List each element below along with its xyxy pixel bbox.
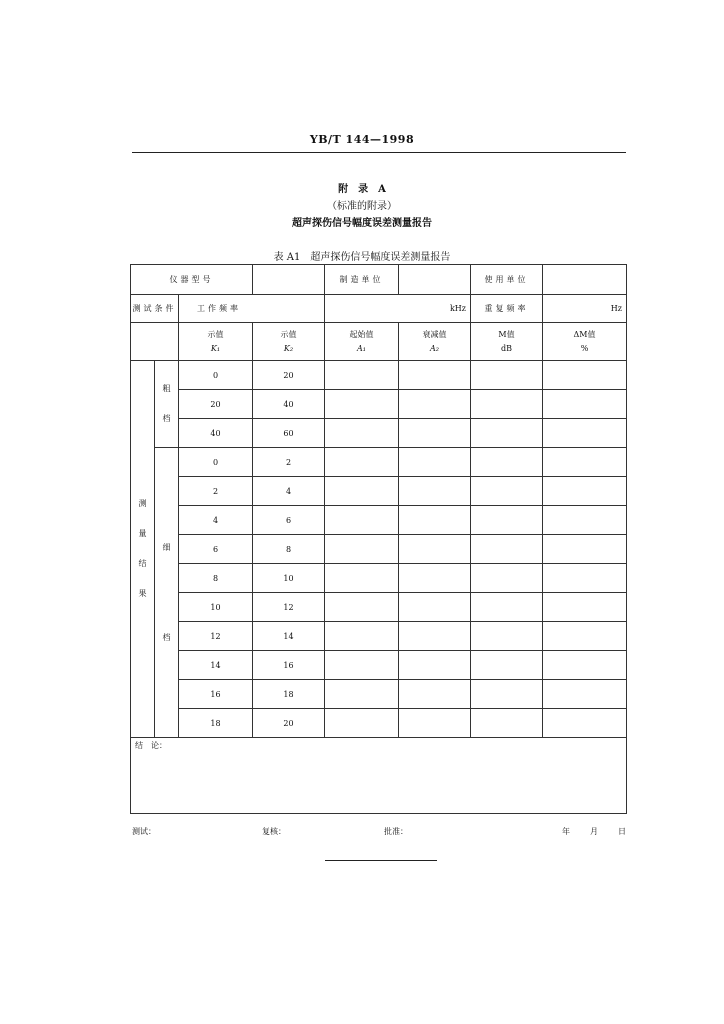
k1-cell: 20	[179, 390, 253, 419]
a2-cell[interactable]	[399, 390, 471, 419]
rep-frequency-label: 重复频率	[471, 295, 543, 323]
a1-cell[interactable]	[325, 448, 399, 477]
k2-cell: 2	[253, 448, 325, 477]
a2-cell[interactable]	[399, 419, 471, 448]
k2-cell: 12	[253, 593, 325, 622]
delta-m-cell[interactable]	[543, 622, 627, 651]
manufacturer-field[interactable]	[399, 265, 471, 295]
delta-m-cell[interactable]	[543, 593, 627, 622]
conclusion-label: 结 论：	[135, 741, 167, 750]
k1-cell: 0	[179, 361, 253, 390]
day-label: 日	[618, 827, 626, 836]
delta-m-cell[interactable]	[543, 564, 627, 593]
m-cell[interactable]	[471, 564, 543, 593]
m-cell[interactable]	[471, 361, 543, 390]
k1-cell: 8	[179, 564, 253, 593]
col-header-m: M值 dB	[471, 323, 543, 361]
a1-cell[interactable]	[325, 506, 399, 535]
table-row	[131, 477, 627, 506]
k2-cell: 6	[253, 506, 325, 535]
table-row	[131, 506, 627, 535]
reviewer-label: 复核：	[262, 827, 286, 836]
approver-label: 批准：	[384, 827, 408, 836]
a2-cell[interactable]	[399, 680, 471, 709]
table-row	[131, 564, 627, 593]
rep-frequency-field[interactable]	[543, 295, 627, 323]
table-row	[131, 361, 627, 390]
user-unit-label: 使用单位	[471, 265, 543, 295]
a2-cell[interactable]	[399, 448, 471, 477]
a1-cell[interactable]	[325, 390, 399, 419]
a2-cell[interactable]	[399, 709, 471, 738]
work-frequency-field[interactable]	[325, 295, 471, 323]
coarse-range-label: 粗 档	[155, 361, 179, 448]
test-conditions-label: 测试条件	[131, 295, 179, 323]
a1-cell[interactable]	[325, 680, 399, 709]
fine-range-label: 细 档	[155, 448, 179, 738]
m-cell[interactable]	[471, 448, 543, 477]
a2-cell[interactable]	[399, 593, 471, 622]
table-row	[131, 622, 627, 651]
table-row	[131, 390, 627, 419]
standard-code: YB/T 144—1998	[309, 133, 415, 146]
k2-cell: 18	[253, 680, 325, 709]
a2-cell[interactable]	[399, 506, 471, 535]
a1-cell[interactable]	[325, 651, 399, 680]
delta-m-cell[interactable]	[543, 680, 627, 709]
col-header-k1: 示值 K₁	[179, 323, 253, 361]
m-cell[interactable]	[471, 419, 543, 448]
header-rule	[132, 152, 626, 153]
table-row	[131, 593, 627, 622]
a2-cell[interactable]	[399, 477, 471, 506]
year-label: 年	[562, 827, 570, 836]
k1-cell: 14	[179, 651, 253, 680]
k2-cell: 20	[253, 361, 325, 390]
delta-m-cell[interactable]	[543, 535, 627, 564]
khz-unit: kHz	[449, 304, 466, 313]
m-cell[interactable]	[471, 390, 543, 419]
delta-m-cell[interactable]	[543, 390, 627, 419]
column-header-row	[131, 323, 627, 361]
instrument-model-field[interactable]	[253, 265, 325, 295]
k1-cell: 6	[179, 535, 253, 564]
a2-cell[interactable]	[399, 361, 471, 390]
instrument-model-label: 仪器型号	[131, 265, 253, 295]
table-row	[131, 680, 627, 709]
k2-cell: 40	[253, 390, 325, 419]
k1-cell: 40	[179, 419, 253, 448]
m-cell[interactable]	[471, 651, 543, 680]
table-row	[131, 419, 627, 448]
a1-cell[interactable]	[325, 622, 399, 651]
appendix-title: 附 录 A	[338, 184, 386, 195]
measurement-results-label: 测 量 结 果	[131, 361, 155, 738]
work-frequency-label: 工作频率	[179, 295, 325, 323]
a1-cell[interactable]	[325, 564, 399, 593]
table-row	[131, 448, 627, 477]
a1-cell[interactable]	[325, 593, 399, 622]
m-cell[interactable]	[471, 622, 543, 651]
a2-cell[interactable]	[399, 564, 471, 593]
a2-cell[interactable]	[399, 535, 471, 564]
table-row	[131, 535, 627, 564]
a2-cell[interactable]	[399, 622, 471, 651]
measurement-report-table	[130, 264, 627, 814]
delta-m-cell[interactable]	[543, 361, 627, 390]
tester-label: 测试：	[132, 827, 156, 836]
col-header-delta-m: ΔM值 %	[543, 323, 627, 361]
k1-cell: 0	[179, 448, 253, 477]
k2-cell: 4	[253, 477, 325, 506]
a1-cell[interactable]	[325, 709, 399, 738]
m-cell[interactable]	[471, 593, 543, 622]
table-row	[131, 709, 627, 738]
k1-cell: 16	[179, 680, 253, 709]
k2-cell: 8	[253, 535, 325, 564]
k2-cell: 20	[253, 709, 325, 738]
k1-cell: 4	[179, 506, 253, 535]
table-caption: 表 A1 超声探伤信号幅度误差测量报告	[273, 252, 451, 263]
a2-cell[interactable]	[399, 651, 471, 680]
a1-cell[interactable]	[325, 361, 399, 390]
col-header-a2: 衰减值 A₂	[399, 323, 471, 361]
k1-cell: 10	[179, 593, 253, 622]
m-cell[interactable]	[471, 477, 543, 506]
m-cell[interactable]	[471, 535, 543, 564]
appendix-subtitle: 超声探伤信号幅度误差测量报告	[292, 218, 432, 229]
table-row	[131, 651, 627, 680]
user-unit-field[interactable]	[543, 265, 627, 295]
delta-m-cell[interactable]	[543, 419, 627, 448]
a1-cell[interactable]	[325, 419, 399, 448]
m-cell[interactable]	[471, 680, 543, 709]
m-cell[interactable]	[471, 506, 543, 535]
hz-unit: Hz	[610, 304, 622, 313]
k2-cell: 14	[253, 622, 325, 651]
header-corner	[131, 323, 179, 361]
delta-m-cell[interactable]	[543, 448, 627, 477]
appendix-note: （标准的附录）	[327, 201, 397, 212]
k1-cell: 12	[179, 622, 253, 651]
k1-cell: 2	[179, 477, 253, 506]
bottom-rule	[325, 860, 437, 861]
k2-cell: 60	[253, 419, 325, 448]
col-header-a1: 起始值 A₁	[325, 323, 399, 361]
k2-cell: 16	[253, 651, 325, 680]
a1-cell[interactable]	[325, 535, 399, 564]
conditions-row	[131, 295, 627, 323]
delta-m-cell[interactable]	[543, 477, 627, 506]
conclusion-row	[131, 738, 627, 814]
delta-m-cell[interactable]	[543, 709, 627, 738]
conclusion-field[interactable]	[131, 738, 627, 814]
manufacturer-label: 制造单位	[325, 265, 399, 295]
k2-cell: 10	[253, 564, 325, 593]
month-label: 月	[590, 827, 598, 836]
col-header-k2: 示值 K₂	[253, 323, 325, 361]
delta-m-cell[interactable]	[543, 651, 627, 680]
a1-cell[interactable]	[325, 477, 399, 506]
k1-cell: 18	[179, 709, 253, 738]
m-cell[interactable]	[471, 709, 543, 738]
delta-m-cell[interactable]	[543, 506, 627, 535]
instrument-row	[131, 265, 627, 295]
